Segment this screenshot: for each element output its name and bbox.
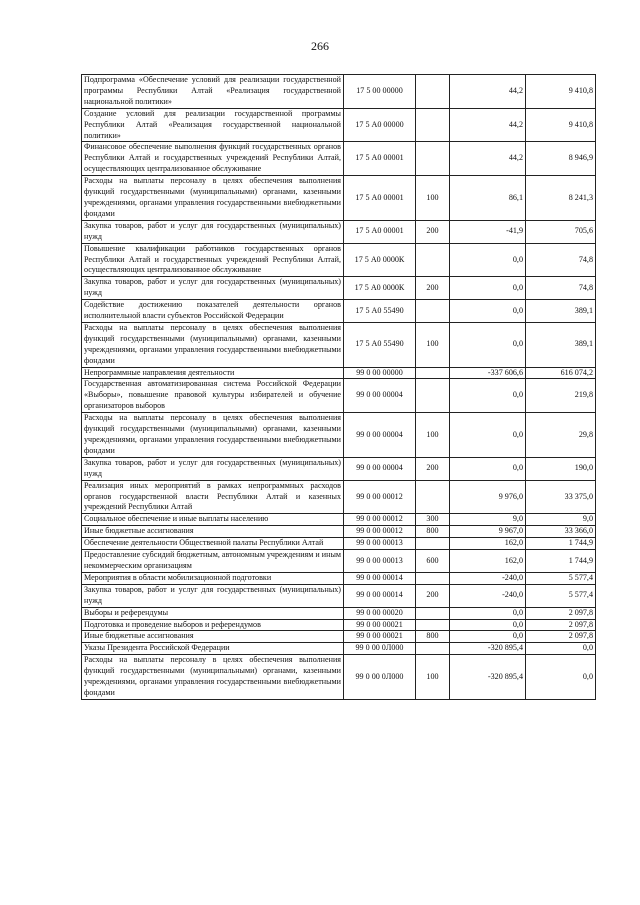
expense-type-cell: 300 — [416, 514, 450, 526]
expense-type-cell — [416, 108, 450, 142]
total-amount-cell: 389,1 — [526, 300, 596, 323]
total-amount-cell: 9 410,8 — [526, 108, 596, 142]
change-amount-cell: 0,0 — [450, 322, 526, 367]
table-row — [82, 243, 596, 277]
target-code-cell: 99 0 00 0Л000 — [344, 643, 416, 655]
expense-type-cell: 200 — [416, 220, 450, 243]
expense-type-cell: 200 — [416, 277, 450, 300]
total-amount-cell: 33 366,0 — [526, 526, 596, 538]
change-amount-cell: 9 967,0 — [450, 526, 526, 538]
expense-name-cell: Расходы на выплаты персоналу в целях обеспечения выполнения функций государственными (муниципальными) органами, казенными учреждениями, органами управления государственными внебюджетными фондами — [82, 176, 344, 221]
total-amount-cell: 8 946,9 — [526, 142, 596, 176]
target-code-cell: 99 0 00 00004 — [344, 457, 416, 480]
expense-name-cell: Закупка товаров, работ и услуг для государственных (муниципальных) нужд — [82, 584, 344, 607]
table-row — [82, 538, 596, 550]
table-row — [82, 277, 596, 300]
expense-name-cell: Расходы на выплаты персоналу в целях обеспечения выполнения функций государственными (муниципальными) органами, казенными учреждениями, органами управления государственными внебюджетными фондами — [82, 322, 344, 367]
expense-type-cell: 100 — [416, 655, 450, 700]
change-amount-cell: 0,0 — [450, 607, 526, 619]
expense-name-cell: Непрограммные направления деятельности — [82, 367, 344, 379]
expense-name-cell: Иные бюджетные ассигнования — [82, 631, 344, 643]
change-amount-cell: -337 606,6 — [450, 367, 526, 379]
target-code-cell: 99 0 00 00021 — [344, 619, 416, 631]
target-code-cell: 99 0 00 00013 — [344, 538, 416, 550]
change-amount-cell: 0,0 — [450, 631, 526, 643]
table-row — [82, 550, 596, 573]
total-amount-cell: 29,8 — [526, 413, 596, 458]
expense-name-cell: Реализация иных мероприятий в рамках непрограммных расходов органов государственной власти Республики Алтай и казенных учреждений Республики Алтай — [82, 480, 344, 514]
total-amount-cell: 5 577,4 — [526, 584, 596, 607]
table-row — [82, 584, 596, 607]
table-row — [82, 300, 596, 323]
target-code-cell: 17 5 А0 00000 — [344, 108, 416, 142]
change-amount-cell: 9,0 — [450, 514, 526, 526]
expense-type-cell: 200 — [416, 584, 450, 607]
expense-type-cell — [416, 243, 450, 277]
table-row — [82, 142, 596, 176]
expense-name-cell: Повышение квалификации работников государственных органов Республики Алтай и государственных учреждений Республики Алтай, осуществляющих централизованное обслуживание — [82, 243, 344, 277]
expense-type-cell — [416, 142, 450, 176]
table-row — [82, 480, 596, 514]
change-amount-cell: 0,0 — [450, 277, 526, 300]
change-amount-cell: 162,0 — [450, 538, 526, 550]
total-amount-cell: 74,8 — [526, 277, 596, 300]
table-row — [82, 108, 596, 142]
expense-name-cell: Создание условий для реализации государственной программы Республики Алтай «Реализация государственной национальной политики» — [82, 108, 344, 142]
change-amount-cell: 86,1 — [450, 176, 526, 221]
total-amount-cell: 616 074,2 — [526, 367, 596, 379]
total-amount-cell: 1 744,9 — [526, 538, 596, 550]
total-amount-cell: 9,0 — [526, 514, 596, 526]
target-code-cell: 99 0 00 00012 — [344, 514, 416, 526]
expense-type-cell — [416, 480, 450, 514]
target-code-cell: 17 5 А0 00001 — [344, 220, 416, 243]
expense-type-cell: 100 — [416, 322, 450, 367]
expense-type-cell — [416, 572, 450, 584]
expense-type-cell: 800 — [416, 631, 450, 643]
change-amount-cell: 44,2 — [450, 108, 526, 142]
expense-type-cell — [416, 75, 450, 109]
expense-type-cell — [416, 367, 450, 379]
expense-name-cell: Социальное обеспечение и иные выплаты населению — [82, 514, 344, 526]
target-code-cell: 99 0 00 00012 — [344, 480, 416, 514]
target-code-cell: 17 5 А0 0000К — [344, 243, 416, 277]
expense-type-cell: 800 — [416, 526, 450, 538]
table-row — [82, 607, 596, 619]
table-row — [82, 322, 596, 367]
total-amount-cell: 2 097,8 — [526, 619, 596, 631]
table-row — [82, 413, 596, 458]
total-amount-cell: 190,0 — [526, 457, 596, 480]
change-amount-cell: -41,9 — [450, 220, 526, 243]
expense-name-cell: Иные бюджетные ассигнования — [82, 526, 344, 538]
target-code-cell: 17 5 00 00000 — [344, 75, 416, 109]
change-amount-cell: 0,0 — [450, 413, 526, 458]
expense-type-cell: 200 — [416, 457, 450, 480]
total-amount-cell: 1 744,9 — [526, 550, 596, 573]
target-code-cell: 99 0 00 00020 — [344, 607, 416, 619]
total-amount-cell: 2 097,8 — [526, 607, 596, 619]
total-amount-cell: 2 097,8 — [526, 631, 596, 643]
target-code-cell: 99 0 00 0Л000 — [344, 655, 416, 700]
total-amount-cell: 0,0 — [526, 643, 596, 655]
change-amount-cell: 9 976,0 — [450, 480, 526, 514]
total-amount-cell: 5 577,4 — [526, 572, 596, 584]
target-code-cell: 99 0 00 00000 — [344, 367, 416, 379]
change-amount-cell: -240,0 — [450, 572, 526, 584]
target-code-cell: 99 0 00 00004 — [344, 413, 416, 458]
change-amount-cell: -320 895,4 — [450, 643, 526, 655]
change-amount-cell: 0,0 — [450, 457, 526, 480]
expense-name-cell: Закупка товаров, работ и услуг для государственных (муниципальных) нужд — [82, 220, 344, 243]
expense-name-cell: Указы Президента Российской Федерации — [82, 643, 344, 655]
target-code-cell: 99 0 00 00013 — [344, 550, 416, 573]
target-code-cell: 99 0 00 00021 — [344, 631, 416, 643]
table-row — [82, 514, 596, 526]
expense-type-cell — [416, 538, 450, 550]
change-amount-cell: 44,2 — [450, 142, 526, 176]
expense-name-cell: Мероприятия в области мобилизационной подготовки — [82, 572, 344, 584]
target-code-cell: 17 5 А0 00001 — [344, 176, 416, 221]
expense-type-cell — [416, 379, 450, 413]
target-code-cell: 17 5 А0 0000К — [344, 277, 416, 300]
table-row — [82, 631, 596, 643]
target-code-cell: 17 5 А0 00001 — [344, 142, 416, 176]
total-amount-cell: 219,8 — [526, 379, 596, 413]
expense-name-cell: Финансовое обеспечение выполнения функций государственных органов Республики Алтай и государственных учреждений Республики Алтай, осуществляющих централизованное обслуживание — [82, 142, 344, 176]
table-row — [82, 457, 596, 480]
change-amount-cell: 0,0 — [450, 243, 526, 277]
target-code-cell: 17 5 А0 55490 — [344, 300, 416, 323]
change-amount-cell: 44,2 — [450, 75, 526, 109]
change-amount-cell: 0,0 — [450, 300, 526, 323]
expense-name-cell: Расходы на выплаты персоналу в целях обеспечения выполнения функций государственными (муниципальными) органами, казенными учреждениями, органами управления государственными внебюджетными фондами — [82, 655, 344, 700]
target-code-cell: 99 0 00 00014 — [344, 584, 416, 607]
target-code-cell: 17 5 А0 55490 — [344, 322, 416, 367]
change-amount-cell: 0,0 — [450, 619, 526, 631]
expense-type-cell: 100 — [416, 413, 450, 458]
expense-name-cell: Обеспечение деятельности Общественной палаты Республики Алтай — [82, 538, 344, 550]
expense-name-cell: Расходы на выплаты персоналу в целях обеспечения выполнения функций государственными (муниципальными) органами, казенными учреждениями, органами управления государственными внебюджетными фондами — [82, 413, 344, 458]
total-amount-cell: 9 410,8 — [526, 75, 596, 109]
expense-name-cell: Выборы и референдумы — [82, 607, 344, 619]
table-row — [82, 220, 596, 243]
table-row — [82, 367, 596, 379]
total-amount-cell: 33 375,0 — [526, 480, 596, 514]
expense-type-cell — [416, 619, 450, 631]
expense-type-cell — [416, 607, 450, 619]
table-row — [82, 643, 596, 655]
table-row — [82, 572, 596, 584]
total-amount-cell: 389,1 — [526, 322, 596, 367]
target-code-cell: 99 0 00 00004 — [344, 379, 416, 413]
change-amount-cell: 0,0 — [450, 379, 526, 413]
expense-type-cell — [416, 643, 450, 655]
change-amount-cell: -240,0 — [450, 584, 526, 607]
expense-name-cell: Подпрограмма «Обеспечение условий для реализации государственной программы Республики Алтай «Реализация государственной национальной политики» — [82, 75, 344, 109]
table-row — [82, 655, 596, 700]
total-amount-cell: 74,8 — [526, 243, 596, 277]
table-row — [82, 379, 596, 413]
page-number: 266 — [311, 39, 329, 53]
total-amount-cell: 705,6 — [526, 220, 596, 243]
target-code-cell: 99 0 00 00012 — [344, 526, 416, 538]
expense-type-cell: 100 — [416, 176, 450, 221]
table-row — [82, 619, 596, 631]
expense-name-cell: Подготовка и проведение выборов и референдумов — [82, 619, 344, 631]
change-amount-cell: 162,0 — [450, 550, 526, 573]
budget-table — [81, 74, 596, 700]
expense-type-cell: 600 — [416, 550, 450, 573]
table-row — [82, 526, 596, 538]
change-amount-cell: -320 895,4 — [450, 655, 526, 700]
total-amount-cell: 8 241,3 — [526, 176, 596, 221]
expense-name-cell: Государственная автоматизированная система Российской Федерации «Выборы», повышение правовой культуры избирателей и обучение организаторов выборов — [82, 379, 344, 413]
expense-type-cell — [416, 300, 450, 323]
expense-name-cell: Закупка товаров, работ и услуг для государственных (муниципальных) нужд — [82, 457, 344, 480]
expense-name-cell: Предоставление субсидий бюджетным, автономным учреждениям и иным некоммерческим организациям — [82, 550, 344, 573]
table-row — [82, 176, 596, 221]
table-row — [82, 75, 596, 109]
target-code-cell: 99 0 00 00014 — [344, 572, 416, 584]
expense-name-cell: Содействие достижению показателей деятельности органов исполнительной власти субъектов Российской Федерации — [82, 300, 344, 323]
budget-table-body — [82, 75, 596, 700]
total-amount-cell: 0,0 — [526, 655, 596, 700]
expense-name-cell: Закупка товаров, работ и услуг для государственных (муниципальных) нужд — [82, 277, 344, 300]
